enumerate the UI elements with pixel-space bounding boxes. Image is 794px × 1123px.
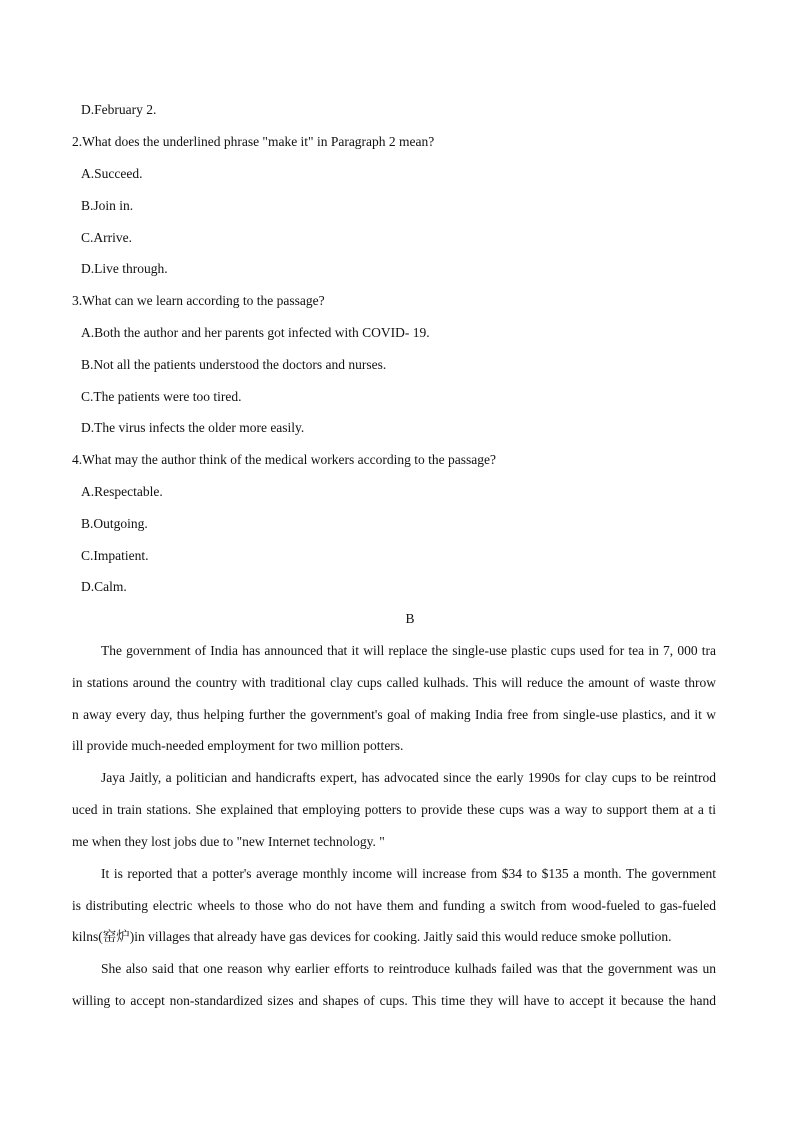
q3-option-d: D.The virus infects the older more easily. bbox=[81, 420, 305, 435]
section-heading: B bbox=[405, 611, 415, 626]
q4-option-a: A.Respectable. bbox=[81, 484, 163, 499]
q4-stem: 4.What may the author think of the medical workers according to the passage? bbox=[72, 452, 496, 467]
q4-option-c: C.Impatient. bbox=[81, 548, 149, 563]
q1-option-d: D.February 2. bbox=[81, 102, 157, 117]
paragraph-2-line-2: uced in train stations. She explained that employing potters to provide these cups was a way to support them at a ti bbox=[72, 802, 716, 817]
q2-option-b: B.Join in. bbox=[81, 198, 134, 213]
q2-option-d: D.Live through. bbox=[81, 261, 168, 276]
paragraph-3-line-1: It is reported that a potter's average monthly income will increase from $34 to $135 a month. The government bbox=[101, 866, 716, 881]
paragraph-4-line-1: She also said that one reason why earlier efforts to reintroduce kulhads failed was that the government was un bbox=[101, 961, 716, 976]
q2-option-c: C.Arrive. bbox=[81, 230, 132, 245]
q2-option-a: A.Succeed. bbox=[81, 166, 143, 181]
paragraph-1-line-1: The government of India has announced that it will replace the single-use plastic cups used for tea in 7, 000 tra bbox=[101, 643, 716, 658]
paragraph-2-line-3: me when they lost jobs due to "new Internet technology. " bbox=[72, 834, 385, 849]
q3-stem: 3.What can we learn according to the passage? bbox=[72, 293, 325, 308]
q4-option-b: B.Outgoing. bbox=[81, 516, 148, 531]
paragraph-1-line-4: ill provide much-needed employment for two million potters. bbox=[72, 738, 404, 753]
paragraph-1-line-2: in stations around the country with traditional clay cups called kulhads. This will reduce the amount of waste throw bbox=[72, 675, 716, 690]
q2-stem: 2.What does the underlined phrase "make it" in Paragraph 2 mean? bbox=[72, 134, 435, 149]
paragraph-3-line-3: kilns(窑炉)in villages that already have gas devices for cooking. Jaitly said this would reduce smoke pollution. bbox=[72, 929, 672, 944]
paragraph-4-line-2: willing to accept non-standardized sizes and shapes of cups. This time they will have to accept it because the hand bbox=[72, 993, 716, 1008]
paragraph-2-line-1: Jaya Jaitly, a politician and handicrafts expert, has advocated since the early 1990s for clay cups to be reintrod bbox=[101, 770, 716, 785]
q3-option-b: B.Not all the patients understood the doctors and nurses. bbox=[81, 357, 387, 372]
paragraph-1-line-3: n away every day, thus helping further the government's goal of making India free from single-use plastics, and it w bbox=[72, 707, 716, 722]
q3-option-a: A.Both the author and her parents got infected with COVID- 19. bbox=[81, 325, 430, 340]
q3-option-c: C.The patients were too tired. bbox=[81, 389, 242, 404]
q4-option-d: D.Calm. bbox=[81, 579, 127, 594]
paragraph-3-line-2: is distributing electric wheels to those who do not have them and funding a switch from wood-fueled to gas-fueled bbox=[72, 898, 716, 913]
